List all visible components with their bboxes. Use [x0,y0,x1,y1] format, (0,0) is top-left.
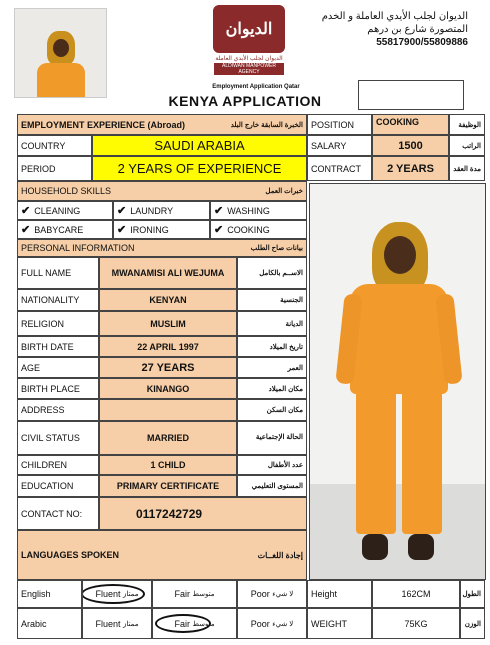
skill-washing [210,201,307,220]
check-icon: ✔ [21,224,31,236]
fair-label: Fair [174,618,190,629]
contract-ar: مدة العقد [449,156,485,181]
fair-label-ar: متوسط [192,620,215,628]
religion-label: RELIGION [17,311,99,336]
profile-photo-small [14,8,107,98]
selected-oval [155,614,211,633]
skill-label: LAUNDRY [130,205,174,216]
children-ar: عدد الأطفال [237,455,307,475]
selected-oval [82,584,145,604]
religion-value: MUSLIM [99,311,237,336]
check-icon: ✔ [214,205,224,217]
fullname-label: FULL NAME [17,257,99,289]
agency-name-ar: الديوان لجلب الأيدي العاملة و الخدم [321,11,468,22]
poor-label-ar: لا شيء [272,591,294,598]
country-value: SAUDI ARABIA [92,135,307,156]
agency-address-ar: المتصورة شارع بن درهم [367,24,468,35]
contact-label: CONTACT NO: [17,497,99,530]
logo-subcaption: ALDIWAN MANPOWER AGENCY [214,63,284,75]
birthdate-ar: تاريخ الميلاد [237,336,307,357]
nationality-ar: الجنسية [237,289,307,311]
poor-label-ar: لا شيء [272,620,294,628]
form-caption: Employment Application Qatar [212,84,300,90]
experience-header [17,114,307,135]
children-label: CHILDREN [17,455,99,475]
birthplace-value: KINANGO [99,378,237,399]
skill-label: BABYCARE [34,224,84,235]
education-ar: المستوى التعليمي [237,475,307,497]
check-icon: ✔ [117,224,127,236]
logo-caption: الديوان لجلب الأيدي العاملة [215,56,283,62]
height-ar: الطول [460,580,485,608]
position-label: POSITION [307,114,372,135]
height-value: 162CM [372,580,460,608]
check-icon: ✔ [21,205,31,217]
lang-arabic-label: Arabic [17,608,82,639]
skills-header [17,181,307,201]
salary-value: 1500 [372,135,449,156]
lang-arabic-fluent [82,608,152,639]
address-label: ADDRESS [17,399,99,421]
weight-label: WEIGHT [307,608,372,639]
personal-label: PERSONAL INFORMATION [21,243,135,253]
period-label: PERIOD [17,156,92,181]
salary-ar: الراتب [449,135,485,156]
candidate-photo [309,183,486,580]
fluent-label: Fluent [95,618,121,629]
address-value [99,399,237,421]
languages-label: LANGUAGES SPOKEN [21,550,120,560]
civilstatus-value: MARRIED [99,421,237,455]
lang-arabic-fair [152,608,237,639]
skills-label-ar: خبرات العمل [265,188,303,195]
poor-label: Poor [250,618,270,629]
lang-english-fluent [82,580,152,608]
lang-arabic-poor [237,608,307,639]
languages-header [17,530,307,580]
personal-header [17,239,307,257]
age-label: AGE [17,357,99,378]
agency-phone: 55817900/55809886 [376,37,468,48]
check-icon: ✔ [117,205,127,217]
skill-cleaning [17,201,113,220]
education-label: EDUCATION [17,475,99,497]
education-value: PRIMARY CERTIFICATE [99,475,237,497]
skill-label: COOKING [227,224,270,235]
experience-label: EMPLOYMENT EXPERIENCE (Abroad) [21,119,186,130]
skill-ironing [113,220,210,239]
skill-laundry [113,201,210,220]
reference-box [358,80,464,110]
contract-label: CONTRACT [307,156,372,181]
birthplace-ar: مكان الميلاد [237,378,307,399]
fluent-label-ar: ممتاز [123,620,139,628]
contact-value: 0117242729 [99,497,307,530]
age-ar: العمر [237,357,307,378]
lang-english-poor [237,580,307,608]
nationality-value: KENYAN [99,289,237,311]
position-ar: الوظيفة [449,114,485,135]
weight-value: 75KG [372,608,460,639]
poor-label: Poor [250,589,270,599]
fluent-label-ar: ممتاز [123,591,139,598]
weight-ar: الوزن [460,608,485,639]
fluent-label: Fluent [95,589,121,599]
height-label: Height [307,580,372,608]
page-title: KENYA APPLICATION [168,93,322,109]
skill-babycare [17,220,113,239]
salary-label: SALARY [307,135,372,156]
experience-label-ar: الخبرة السابقة خارج البلد [230,121,303,129]
nationality-label: NATIONALITY [17,289,99,311]
contract-value: 2 YEARS [372,156,449,181]
country-label: COUNTRY [17,135,92,156]
lang-english-label: English [17,580,82,608]
period-value: 2 YEARS OF EXPERIENCE [92,156,307,181]
birthdate-value: 22 APRIL 1997 [99,336,237,357]
skills-label: HOUSEHOLD SKILLS [21,186,112,196]
fair-label-ar: متوسط [192,591,215,598]
fullname-ar: الاســم بالكامل [237,257,307,289]
religion-ar: الديانة [237,311,307,336]
skill-label: WASHING [227,205,270,216]
fullname-value: MWANAMISI ALI WEJUMA [99,257,237,289]
skill-label: CLEANING [34,205,81,216]
civilstatus-label: CIVIL STATUS [17,421,99,455]
personal-label-ar: بيانات صاح الطلب [250,245,303,252]
skill-cooking [210,220,307,239]
children-value: 1 CHILD [99,455,237,475]
position-value: COOKING [372,114,449,135]
birthplace-label: BIRTH PLACE [17,378,99,399]
languages-label-ar: إجادة اللغــات [257,550,303,560]
skill-label: IRONING [130,224,169,235]
fair-label: Fair [174,589,190,599]
civilstatus-ar: الحالة الإجتماعية [237,421,307,455]
check-icon: ✔ [214,224,224,236]
logo-mark: الديوان [213,5,285,53]
lang-english-fair [152,580,237,608]
agency-logo [208,5,290,77]
age-value: 27 YEARS [99,357,237,378]
birthdate-label: BIRTH DATE [17,336,99,357]
address-ar: مكان السكن [237,399,307,421]
